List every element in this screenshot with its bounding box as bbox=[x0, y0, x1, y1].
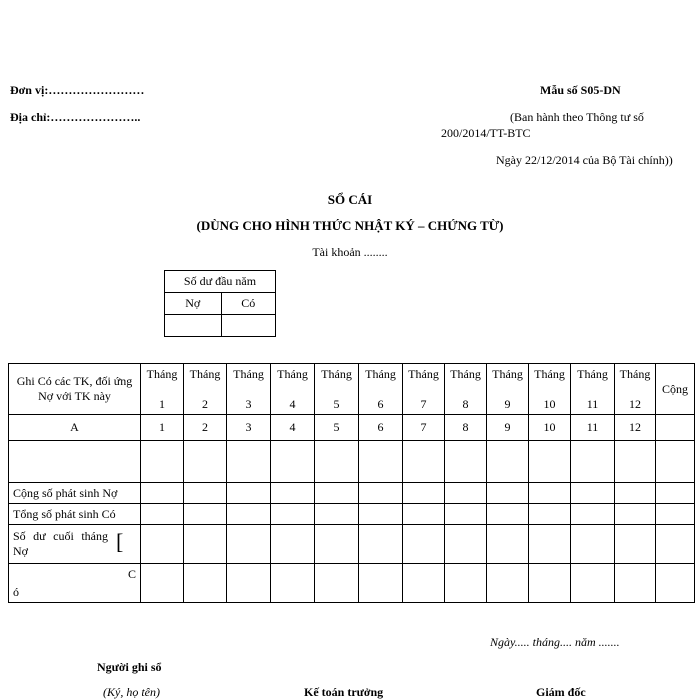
table-cell[interactable] bbox=[571, 525, 615, 564]
director-title: Giám đốc bbox=[536, 685, 586, 699]
address-label: Địa chỉ:………………….. bbox=[10, 110, 141, 124]
table-cell[interactable] bbox=[529, 483, 571, 504]
table-row-credit-total bbox=[9, 504, 695, 525]
col-number-12: 12 bbox=[615, 415, 656, 441]
table-cell[interactable] bbox=[227, 504, 271, 525]
table-cell[interactable] bbox=[403, 504, 445, 525]
table-cell[interactable] bbox=[529, 441, 571, 483]
table-cell[interactable] bbox=[359, 525, 403, 564]
col-number-5: 5 bbox=[315, 415, 359, 441]
table-cell[interactable] bbox=[141, 564, 184, 603]
table-cell[interactable] bbox=[271, 483, 315, 504]
table-cell[interactable] bbox=[656, 504, 695, 525]
table-cell[interactable] bbox=[445, 483, 487, 504]
opening-balance-table bbox=[164, 270, 276, 337]
closing-credit-o: ó bbox=[13, 585, 19, 599]
table-cell[interactable] bbox=[445, 564, 487, 603]
table-cell[interactable] bbox=[487, 483, 529, 504]
date-line: Ngày..... tháng.... năm ....... bbox=[490, 635, 620, 649]
col-number-10: 10 bbox=[529, 415, 571, 441]
table-row-debit-total bbox=[9, 483, 695, 504]
table-cell[interactable] bbox=[271, 525, 315, 564]
month-number: 11 bbox=[586, 396, 599, 411]
month-label: Tháng bbox=[619, 366, 651, 381]
table-cell[interactable] bbox=[184, 564, 227, 603]
month-label: Tháng bbox=[534, 366, 565, 381]
recorder-title: Người ghi sổ bbox=[97, 660, 162, 674]
table-cell[interactable] bbox=[571, 504, 615, 525]
month-number: 1 bbox=[159, 396, 165, 411]
month-header-2 bbox=[184, 364, 227, 415]
month-label: Tháng bbox=[577, 366, 608, 381]
col-number-1: 1 bbox=[141, 415, 184, 441]
table-cell[interactable] bbox=[184, 441, 227, 483]
month-label: Tháng bbox=[365, 366, 396, 381]
table-cell[interactable] bbox=[141, 525, 184, 564]
col-a-label: A bbox=[9, 415, 141, 441]
month-header-8 bbox=[445, 364, 487, 415]
month-number: 3 bbox=[245, 396, 252, 411]
opening-balance-header: Số dư đầu năm bbox=[165, 271, 276, 293]
page-title: SỔ CÁI bbox=[327, 192, 373, 207]
debit-total-label: Cộng số phát sinh Nợ bbox=[9, 483, 141, 504]
table-cell[interactable] bbox=[9, 441, 141, 483]
col-number-3: 3 bbox=[227, 415, 271, 441]
bracket-icon: [ bbox=[116, 529, 124, 554]
month-number: 5 bbox=[333, 396, 340, 411]
table-cell[interactable] bbox=[359, 504, 403, 525]
opening-credit-header: Có bbox=[221, 293, 276, 315]
table-cell[interactable] bbox=[403, 525, 445, 564]
table-cell[interactable] bbox=[359, 564, 403, 603]
table-cell[interactable] bbox=[445, 441, 487, 483]
table-cell[interactable] bbox=[271, 564, 315, 603]
month-header-9 bbox=[487, 364, 529, 415]
unit-label: Đơn vị:…………………… bbox=[10, 83, 145, 97]
col-number-11: 11 bbox=[571, 415, 615, 441]
table-cell[interactable] bbox=[571, 441, 615, 483]
table-cell[interactable] bbox=[315, 564, 359, 603]
table-cell[interactable] bbox=[184, 525, 227, 564]
table-cell[interactable] bbox=[359, 441, 403, 483]
table-cell[interactable] bbox=[141, 504, 184, 525]
month-header-6 bbox=[359, 364, 403, 415]
table-cell[interactable] bbox=[315, 525, 359, 564]
opening-debit-cell[interactable] bbox=[165, 315, 222, 337]
recorder-sign-note: (Ký, họ tên) bbox=[103, 685, 160, 699]
table-cell[interactable] bbox=[487, 504, 529, 525]
total-column-header: Cộng bbox=[656, 364, 695, 415]
closing-debit-label bbox=[9, 525, 141, 564]
month-header-12 bbox=[615, 364, 656, 415]
col-number-8: 8 bbox=[445, 415, 487, 441]
table-cell[interactable] bbox=[615, 483, 656, 504]
issued-line-3: Ngày 22/12/2014 của Bộ Tài chính)) bbox=[496, 153, 673, 167]
table-cell[interactable] bbox=[403, 564, 445, 603]
month-number: 8 bbox=[462, 396, 469, 411]
table-cell[interactable] bbox=[615, 441, 656, 483]
table-cell[interactable] bbox=[403, 483, 445, 504]
table-cell[interactable] bbox=[571, 483, 615, 504]
table-row-entry bbox=[9, 441, 695, 483]
ledger-table bbox=[8, 363, 695, 603]
table-cell[interactable] bbox=[487, 441, 529, 483]
issued-line-2: 200/2014/TT-BTC bbox=[441, 126, 531, 140]
table-cell[interactable] bbox=[445, 525, 487, 564]
account-label: Tài khoản ........ bbox=[312, 245, 388, 259]
table-row-closing-credit bbox=[9, 564, 695, 603]
month-header-5 bbox=[315, 364, 359, 415]
table-cell[interactable] bbox=[615, 564, 656, 603]
col-number-6: 6 bbox=[359, 415, 403, 441]
col-number-2: 2 bbox=[184, 415, 227, 441]
chief-accountant-title: Kế toán trưởng bbox=[304, 685, 384, 699]
month-number: 2 bbox=[202, 396, 208, 411]
col-number-7: 7 bbox=[403, 415, 445, 441]
table-cell[interactable] bbox=[184, 504, 227, 525]
table-cell[interactable] bbox=[315, 441, 359, 483]
month-label: Tháng bbox=[189, 366, 221, 381]
table-cell[interactable] bbox=[315, 504, 359, 525]
table-cell[interactable] bbox=[529, 564, 571, 603]
first-column-header bbox=[9, 364, 141, 415]
form-code: Mẫu số S05-DN bbox=[540, 83, 621, 97]
month-header-4 bbox=[271, 364, 315, 415]
month-label: Tháng bbox=[450, 366, 481, 381]
table-cell[interactable] bbox=[656, 564, 695, 603]
month-header-11 bbox=[571, 364, 615, 415]
table-cell[interactable] bbox=[487, 564, 529, 603]
credit-total-label: Tổng số phát sinh Có bbox=[9, 504, 141, 525]
table-cell[interactable] bbox=[141, 441, 184, 483]
table-cell[interactable] bbox=[445, 504, 487, 525]
table-cell[interactable] bbox=[656, 483, 695, 504]
issued-line-1: (Ban hành theo Thông tư số bbox=[510, 110, 644, 124]
month-header-3 bbox=[227, 364, 271, 415]
month-header-10 bbox=[529, 364, 571, 415]
col-number-total bbox=[656, 415, 695, 441]
month-number: 7 bbox=[420, 396, 427, 411]
month-label: Tháng bbox=[233, 366, 264, 381]
table-cell[interactable] bbox=[271, 504, 315, 525]
table-cell[interactable] bbox=[141, 483, 184, 504]
table-cell[interactable] bbox=[571, 564, 615, 603]
month-label: Tháng bbox=[146, 366, 178, 381]
table-cell[interactable] bbox=[529, 504, 571, 525]
table-cell[interactable] bbox=[487, 525, 529, 564]
opening-debit-header: Nợ bbox=[165, 293, 222, 315]
table-cell[interactable] bbox=[656, 441, 695, 483]
table-cell[interactable] bbox=[227, 564, 271, 603]
month-label: Tháng bbox=[321, 366, 352, 381]
col-number-9: 9 bbox=[487, 415, 529, 441]
table-cell[interactable] bbox=[315, 483, 359, 504]
closing-credit-label bbox=[9, 564, 141, 603]
month-label: Tháng bbox=[408, 366, 439, 381]
page-subtitle: (DÙNG CHO HÌNH THỨC NHẬT KÝ – CHỨNG TỪ) bbox=[196, 218, 504, 233]
month-number: 10 bbox=[543, 396, 556, 411]
closing-debit-text: Số dư cuối tháng Nợ bbox=[13, 529, 108, 558]
table-cell[interactable] bbox=[227, 483, 271, 504]
month-header-7 bbox=[403, 364, 445, 415]
month-label: Tháng bbox=[277, 366, 308, 381]
month-number: 6 bbox=[377, 396, 384, 411]
col-number-4: 4 bbox=[271, 415, 315, 441]
table-cell[interactable] bbox=[403, 441, 445, 483]
table-cell[interactable] bbox=[615, 504, 656, 525]
table-cell[interactable] bbox=[184, 483, 227, 504]
table-cell[interactable] bbox=[615, 525, 656, 564]
opening-credit-cell[interactable] bbox=[221, 315, 276, 337]
table-cell[interactable] bbox=[529, 525, 571, 564]
table-cell[interactable] bbox=[227, 441, 271, 483]
month-header-1 bbox=[141, 364, 184, 415]
month-number: 12 bbox=[629, 396, 641, 411]
month-label: Tháng bbox=[492, 366, 523, 381]
month-number: 4 bbox=[289, 396, 296, 411]
closing-credit-c: C bbox=[127, 567, 136, 581]
table-row-closing-debit bbox=[9, 525, 695, 564]
first-column-header-text: Ghi Có các TK, đối ứng Nợ với TK này bbox=[16, 374, 133, 403]
table-cell[interactable] bbox=[271, 441, 315, 483]
table-cell[interactable] bbox=[227, 525, 271, 564]
table-cell[interactable] bbox=[656, 525, 695, 564]
month-number: 9 bbox=[504, 396, 511, 411]
table-cell[interactable] bbox=[359, 483, 403, 504]
